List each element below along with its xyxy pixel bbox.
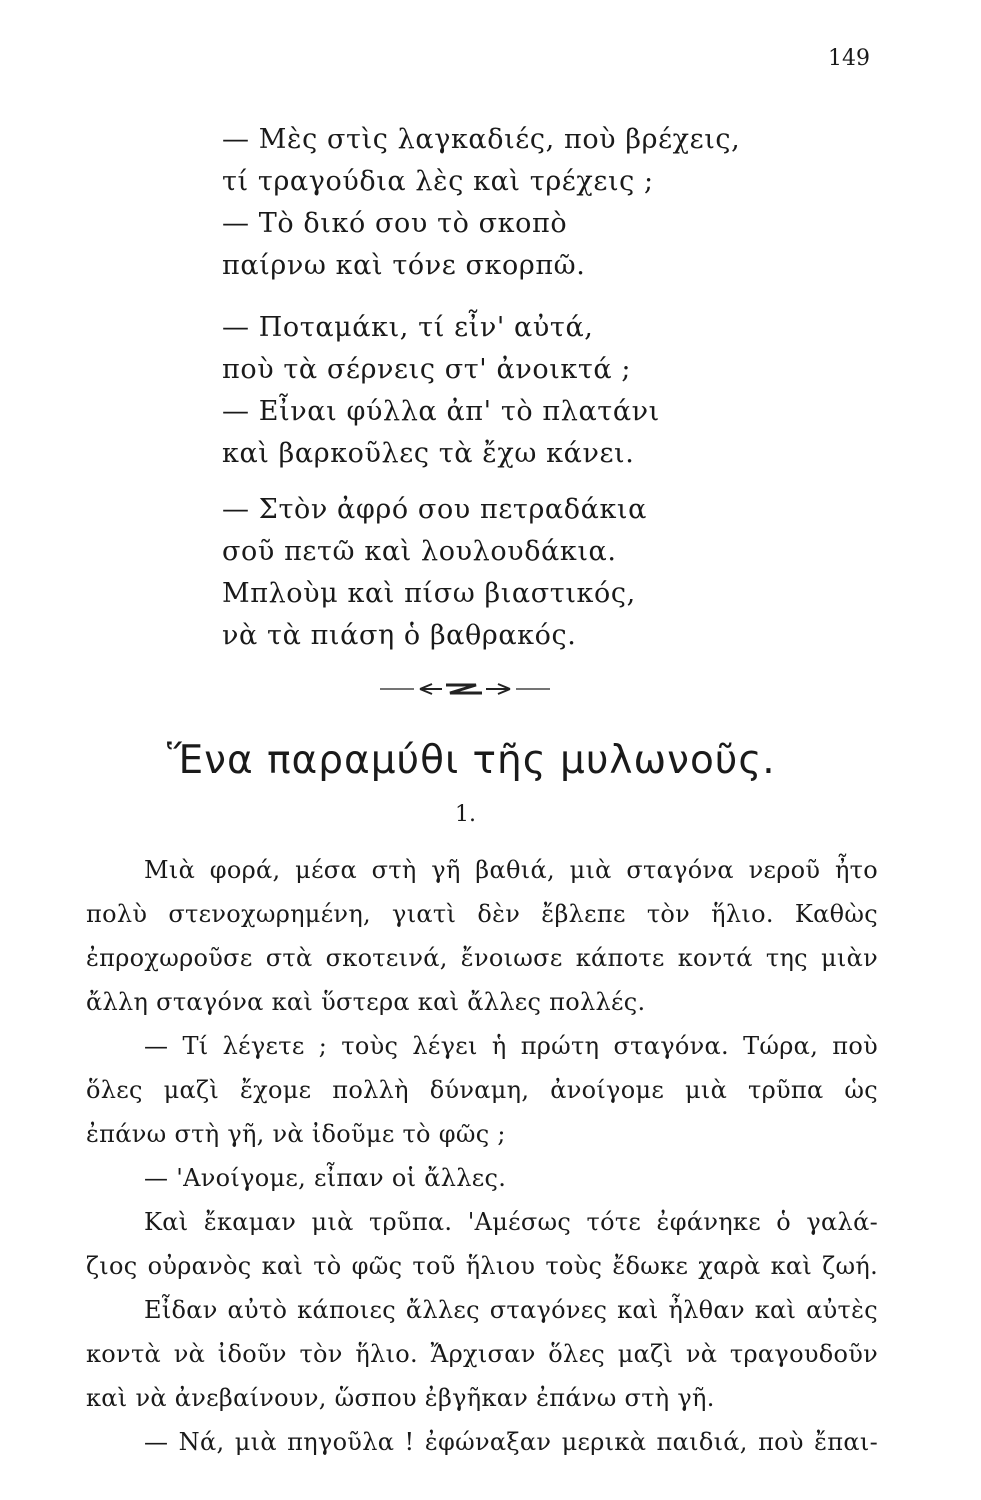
poem-line: — Εἶναι φύλλα ἀπ' τὸ πλατάνι bbox=[222, 396, 660, 427]
story-text bbox=[86, 848, 878, 1464]
poem-line: — Στὸν ἀφρό σου πετραδάκια bbox=[222, 494, 647, 525]
poem-stanza bbox=[222, 489, 647, 657]
poem-stanza bbox=[222, 119, 740, 287]
poem-line: τί τραγούδια λὲς καὶ τρέχεις ; bbox=[222, 166, 654, 197]
poem-line: νὰ τὰ πιάση ὁ βαθρακός. bbox=[222, 620, 577, 651]
page-number: 149 bbox=[828, 46, 870, 71]
text-line: πολὺ στενοχωρημένη, γιατὶ δὲν ἔβλεπε τὸν ἥλιο. Καθὼς bbox=[86, 900, 878, 928]
poem-line: — Ποταμάκι, τί εἶν' αὐτά, bbox=[222, 312, 594, 343]
text-line: κοντὰ νὰ ἰδοῦν τὸν ἥλιο. Ἄρχισαν ὅλες μαζὶ νὰ τραγουδοῦν bbox=[86, 1340, 878, 1368]
poem-line: ποὺ τὰ σέρνεις στ' ἀνοικτά ; bbox=[222, 354, 632, 385]
text-line: ἄλλη σταγόνα καὶ ὕστερα καὶ ἄλλες πολλές. bbox=[86, 988, 646, 1016]
text-line: — Νά, μιὰ πηγοῦλα ! ἐφώναξαν μερικὰ παιδιά, ποὺ ἔπαι- bbox=[144, 1428, 878, 1456]
text-line: Καὶ ἔκαμαν μιὰ τρῦπα. 'Αμέσως τότε ἐφάνηκε ὁ γαλά- bbox=[144, 1208, 878, 1236]
poem-line: σοῦ πετῶ καὶ λουλουδάκια. bbox=[222, 536, 617, 567]
text-line: ἐπροχωροῦσε στὰ σκοτεινά, ἔνοιωσε κάποτε κοντά της μιὰν bbox=[86, 944, 878, 972]
ornament-divider bbox=[380, 676, 550, 702]
text-line: ζιος οὐρανὸς καὶ τὸ φῶς τοῦ ἥλιου τοὺς ἔδωκε χαρὰ καὶ ζωή. bbox=[86, 1252, 878, 1280]
poem-line: καὶ βαρκοῦλες τὰ ἔχω κάνει. bbox=[222, 438, 635, 469]
poem-line: — Τὸ δικό σου τὸ σκοπὸ bbox=[222, 208, 568, 239]
text-line: — 'Ανοίγομε, εἶπαν οἱ ἄλλες. bbox=[144, 1164, 507, 1192]
poem-line: — Μὲς στὶς λαγκαδιές, ποὺ βρέχεις, bbox=[222, 124, 741, 155]
text-line: ὅλες μαζὶ ἔχομε πολλὴ δύναμη, ἀνοίγομε μιὰ τρῦπα ὡς bbox=[86, 1076, 878, 1104]
story-title: Ἕνα παραμύθι τῆς μυλωνοῦς. bbox=[167, 738, 776, 783]
text-line: Μιὰ φορά, μέσα στὴ γῆ βαθιά, μιὰ σταγόνα νεροῦ ἦτο bbox=[144, 856, 878, 884]
poem-stanza bbox=[222, 307, 660, 475]
text-line: ἐπάνω στὴ γῆ, νὰ ἰδοῦμε τὸ φῶς ; bbox=[86, 1120, 506, 1148]
poem-line: παίρνω καὶ τόνε σκορπῶ. bbox=[222, 250, 586, 281]
section-number: 1. bbox=[455, 802, 476, 827]
poem-line: Μπλοὺμ καὶ πίσω βιαστικός, bbox=[222, 578, 636, 609]
text-line: Εἶδαν αὐτὸ κάποιες ἄλλες σταγόνες καὶ ἦλθαν καὶ αὐτὲς bbox=[144, 1296, 878, 1324]
text-line: καὶ νὰ ἀνεβαίνουν, ὥσπου ἐβγῆκαν ἐπάνω στὴ γῆ. bbox=[86, 1384, 715, 1412]
text-line: — Τί λέγετε ; τοὺς λέγει ἡ πρώτη σταγόνα. Τώρα, ποὺ bbox=[144, 1032, 878, 1060]
